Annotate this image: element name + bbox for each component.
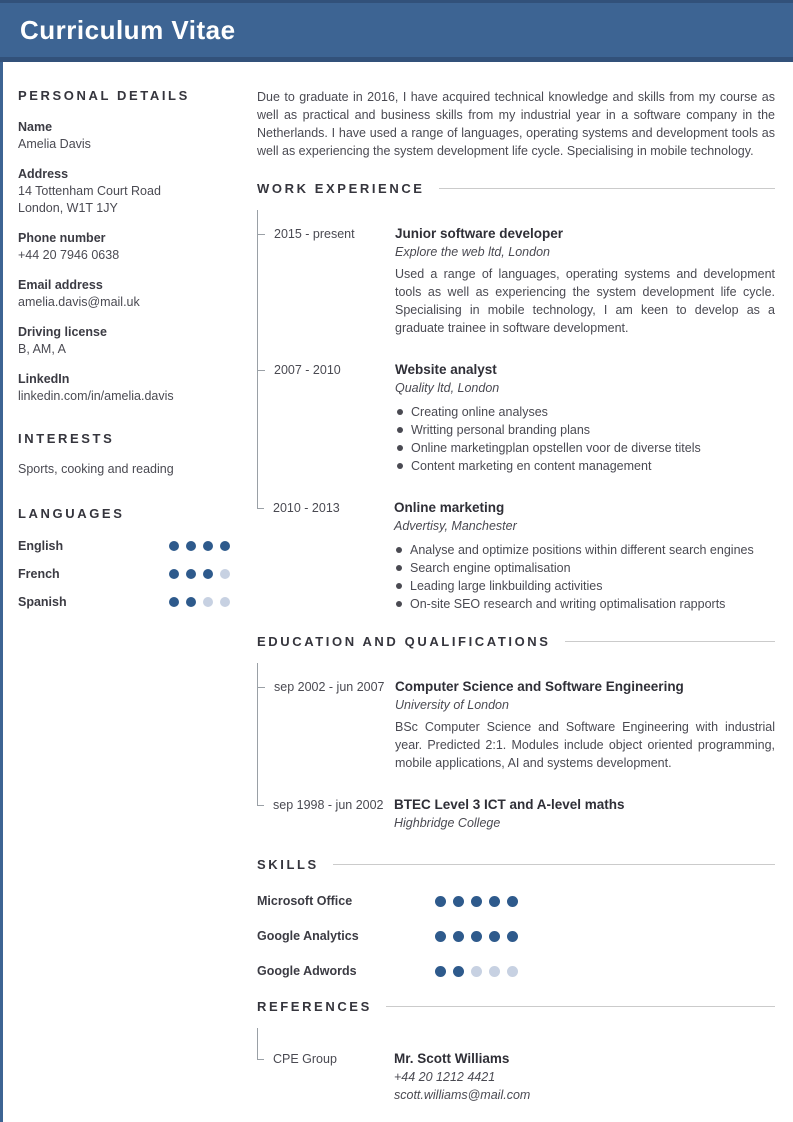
interests-heading: INTERESTS: [18, 431, 115, 446]
bullet-item: Search engine optimalisation: [394, 559, 775, 577]
entry-title: Website analyst: [395, 362, 497, 377]
entry-period: 2015 - present: [274, 227, 355, 241]
reference-phone: +44 20 1212 4421: [394, 1070, 496, 1084]
level-dot: [186, 541, 196, 551]
heading-label: REFERENCES: [257, 999, 372, 1014]
level-dot: [203, 541, 213, 551]
field-email: [18, 277, 230, 311]
language-level-dots: [169, 541, 230, 551]
entry-body: [394, 796, 775, 836]
field-linkedin: [18, 371, 230, 405]
level-dot: [220, 597, 230, 607]
work-entry: [257, 210, 775, 361]
entry-organisation: University of London: [395, 698, 509, 712]
field-value: B, AM, A: [18, 342, 66, 356]
skill-name: Microsoft Office: [257, 894, 353, 908]
entry-body: [395, 678, 775, 772]
entry-body: [395, 225, 775, 337]
bullet-item: Online marketingplan opstellen voor de diverse titels: [395, 439, 775, 457]
page-title: Curriculum Vitae: [20, 14, 236, 45]
languages-heading: LANGUAGES: [18, 506, 125, 521]
level-dot: [220, 569, 230, 579]
field-value: +44 20 7946 0638: [18, 248, 120, 262]
page-content: [0, 62, 793, 1104]
level-dot: [453, 931, 464, 942]
heading-rule: [333, 864, 775, 865]
bullet-item: Analyse and optimize positions within different search engines: [394, 541, 775, 559]
entry-description: BSc Computer Science and Software Engineering with industrial year. Predicted 2:1. Modules include object oriented programming, mobile applications, AI and systems development.: [395, 720, 775, 770]
skill-level-dots: [435, 931, 518, 942]
field-label: LinkedIn: [18, 372, 70, 386]
entry-period: 2007 - 2010: [274, 363, 341, 377]
references-heading: [257, 999, 775, 1014]
entry-bullet-list: [394, 541, 775, 613]
level-dot: [169, 541, 179, 551]
interests-text: Sports, cooking and reading: [18, 462, 174, 476]
bullet-item: On-site SEO research and writing optimalisation rapports: [394, 595, 775, 613]
entry-organisation: Advertisy, Manchester: [394, 519, 517, 533]
personal-details-heading: PERSONAL DETAILS: [18, 88, 190, 103]
level-dot: [435, 966, 446, 977]
field-name: [18, 119, 230, 153]
entry-period: 2010 - 2013: [273, 501, 340, 515]
field-driving-license: [18, 324, 230, 358]
entry-title: BTEC Level 3 ICT and A-level maths: [394, 797, 625, 812]
education-heading: [257, 634, 775, 649]
language-row: [18, 539, 230, 553]
bullet-item: Creating online analyses: [395, 403, 775, 421]
level-dot: [186, 569, 196, 579]
level-dot: [489, 931, 500, 942]
level-dot: [220, 541, 230, 551]
skill-row: [257, 929, 775, 943]
level-dot: [169, 597, 179, 607]
field-label: Phone number: [18, 231, 106, 245]
level-dot: [435, 931, 446, 942]
entry-period: sep 2002 - jun 2007: [274, 680, 385, 694]
work-experience-section: [257, 181, 775, 613]
language-level-dots: [169, 597, 230, 607]
field-value: 14 Tottenham Court Road: [18, 184, 161, 198]
language-name: English: [18, 539, 64, 553]
level-dot: [507, 966, 518, 977]
education-entry: [257, 796, 775, 836]
level-dot: [453, 896, 464, 907]
skills-section: [257, 857, 775, 978]
level-dot: [453, 966, 464, 977]
entry-period: CPE Group: [273, 1052, 337, 1066]
bullet-item: Leading large linkbuilding activities: [394, 577, 775, 595]
sidebar: [18, 88, 230, 1104]
entry-title: Computer Science and Software Engineering: [395, 679, 684, 694]
field-phone: [18, 230, 230, 264]
entry-description: Used a range of languages, operating systems and development tools as well as experiencing the system development life cycle. Specialising in mobile technology, I am keen to develop as a graduate trainee in software development.: [395, 267, 775, 335]
level-dot: [507, 931, 518, 942]
education-section: [257, 634, 775, 836]
heading-label: SKILLS: [257, 857, 319, 872]
language-row: [18, 595, 230, 609]
skill-row: [257, 894, 775, 908]
bullet-item: Content marketing en content management: [395, 457, 775, 475]
bullet-item: Writting personal branding plans: [395, 421, 775, 439]
field-label: Name: [18, 120, 53, 134]
skills-heading: [257, 857, 775, 872]
education-entry: [257, 663, 775, 796]
interests-section: [18, 431, 230, 476]
level-dot: [186, 597, 196, 607]
languages-section: [18, 506, 230, 609]
field-value: amelia.davis@mail.uk: [18, 295, 140, 309]
language-level-dots: [169, 569, 230, 579]
language-row: [18, 567, 230, 581]
field-value: linkedin.com/in/amelia.davis: [18, 389, 174, 403]
entry-body: [394, 1050, 775, 1104]
entry-body: [395, 361, 775, 475]
level-dot: [203, 597, 213, 607]
level-dot: [203, 569, 213, 579]
heading-label: EDUCATION AND QUALIFICATIONS: [257, 634, 551, 649]
field-label: Email address: [18, 278, 103, 292]
field-label: Driving license: [18, 325, 107, 339]
language-name: Spanish: [18, 595, 67, 609]
heading-label: WORK EXPERIENCE: [257, 181, 425, 196]
skill-level-dots: [435, 896, 518, 907]
level-dot: [435, 896, 446, 907]
entry-organisation: Explore the web ltd, London: [395, 245, 550, 259]
heading-rule: [386, 1006, 775, 1007]
reference-email: scott.williams@mail.com: [394, 1088, 531, 1102]
work-entry: [257, 499, 775, 613]
main-column: [257, 88, 775, 1104]
level-dot: [507, 896, 518, 907]
skill-level-dots: [435, 966, 518, 977]
level-dot: [471, 931, 482, 942]
entry-title: Junior software developer: [395, 226, 564, 241]
level-dot: [489, 896, 500, 907]
profile-summary: Due to graduate in 2016, I have acquired technical knowledge and skills from my course as well as practical and business skills from my industrial year in a software company in the Netherlands. I have used a range of languages, operating systems and development tools as well as experiencing the system development life cycle. Specialising in mobile technology.: [257, 90, 775, 158]
entry-body: [394, 499, 775, 613]
field-label: Address: [18, 167, 69, 181]
entry-organisation: Highbridge College: [394, 816, 501, 830]
level-dot: [489, 966, 500, 977]
reference-entry: [257, 1028, 775, 1104]
field-value: Amelia Davis: [18, 137, 91, 151]
level-dot: [169, 569, 179, 579]
field-address: [18, 166, 230, 217]
reference-name: Mr. Scott Williams: [394, 1051, 510, 1066]
field-value: London, W1T 1JY: [18, 201, 118, 215]
skill-row: [257, 964, 775, 978]
header-bar: [0, 0, 793, 62]
entry-period: sep 1998 - jun 2002: [273, 798, 384, 812]
level-dot: [471, 966, 482, 977]
entry-organisation: Quality ltd, London: [395, 381, 500, 395]
references-section: [257, 999, 775, 1104]
entry-bullet-list: [395, 403, 775, 475]
level-dot: [471, 896, 482, 907]
heading-rule: [565, 641, 775, 642]
skill-name: Google Analytics: [257, 929, 359, 943]
heading-rule: [439, 188, 775, 189]
skill-name: Google Adwords: [257, 964, 357, 978]
left-accent-strip: [0, 62, 3, 1122]
skills-list: [257, 894, 775, 978]
entry-title: Online marketing: [394, 500, 505, 515]
work-experience-heading: [257, 181, 775, 196]
work-entry: [257, 361, 775, 499]
language-name: French: [18, 567, 60, 581]
